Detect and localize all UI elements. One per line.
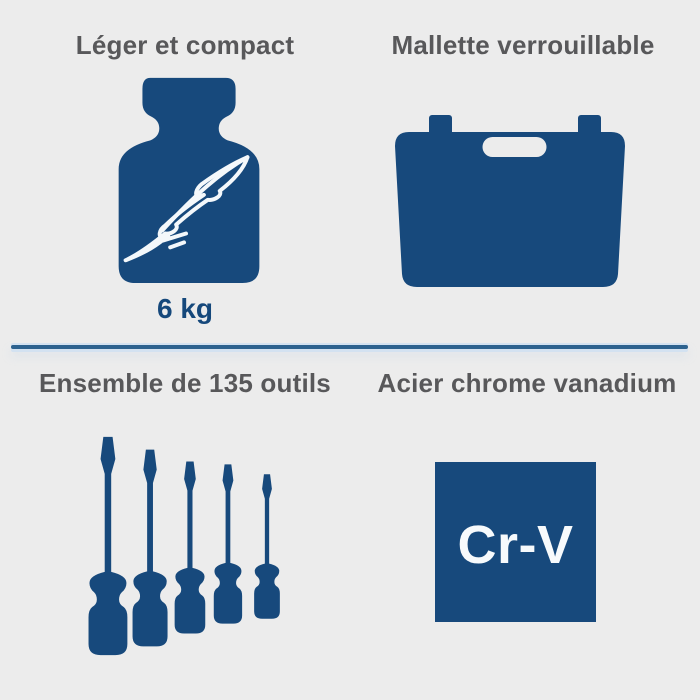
weight-feather-icon: [100, 70, 280, 288]
screwdriver-3: [175, 461, 206, 633]
screwdriver-1: [89, 437, 128, 655]
crv-badge-label: Cr-V: [457, 515, 574, 575]
section-title-tool-set: Ensemble de 135 outils: [39, 368, 331, 398]
section-title-lockable-case: Mallette verrouillable: [391, 30, 655, 60]
screwdriver-set-icon: [60, 418, 320, 680]
screwdriver-2: [133, 450, 168, 647]
weight-value: 6 kg: [156, 293, 214, 324]
locking-case-icon: [385, 106, 630, 296]
screwdriver-5: [254, 474, 280, 619]
crv-badge: [435, 462, 596, 622]
section-divider: [11, 345, 688, 349]
section-title-light-compact: Léger et compact: [75, 30, 295, 60]
case-body: [395, 132, 625, 287]
section-title-chrome-vanadium: Acier chrome vanadium: [377, 368, 677, 398]
screwdriver-4: [214, 464, 242, 623]
